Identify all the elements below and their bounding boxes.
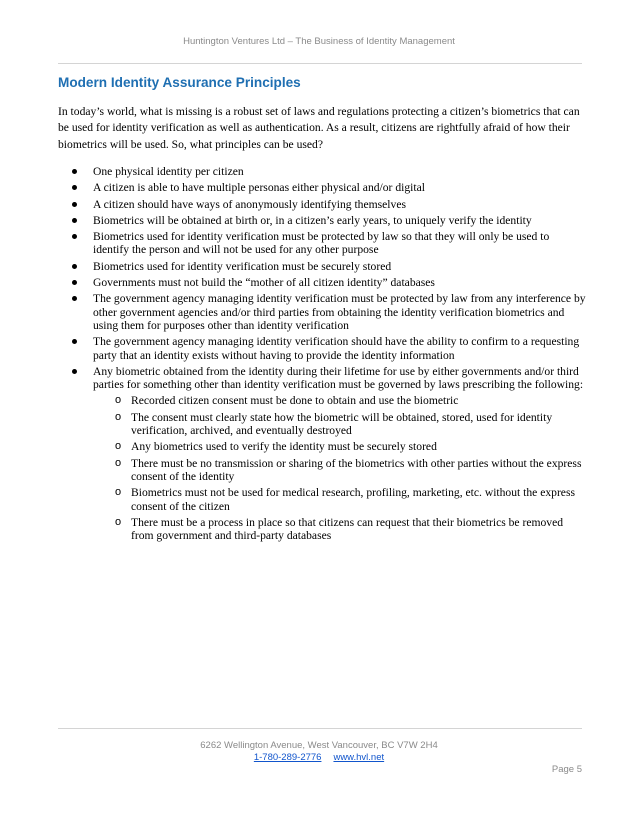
- list-item-text: Biometrics used for identity verification must be securely stored: [93, 259, 392, 273]
- page-number: Page 5: [551, 764, 582, 775]
- list-item-text: The government agency managing identity verification should have the ability to confirm to a requesting party that an identity exists without having to provide the identity information: [93, 335, 580, 362]
- sub-list-item: [93, 516, 588, 543]
- list-item-text: A citizen should have ways of anonymously identifying themselves: [93, 197, 406, 211]
- footer-contact: [0, 752, 638, 763]
- list-item-text: A citizen is able to have multiple personas either physical and/or digital: [93, 181, 425, 195]
- sub-list-item-text: There must be a process in place so that citizens can request that their biometrics be removed from government and third-party databases: [131, 515, 564, 543]
- running-header: Huntington Ventures Ltd – The Business of Identity Management: [183, 36, 455, 47]
- circle-bullet-icon: o: [115, 440, 122, 453]
- list-item-text: Biometrics will be obtained at birth or, in a citizen’s early years, to uniquely verify the identity: [93, 213, 532, 227]
- website-link[interactable]: www.hvl.net: [333, 752, 385, 763]
- footer-address: 6262 Wellington Avenue, West Vancouver, BC V7W 2H4: [200, 740, 438, 751]
- list-item: [58, 292, 588, 332]
- sub-list-item: [93, 394, 588, 407]
- list-item-text: Biometrics used for identity verification must be protected by law so that they will only be used to identify the person and will not be used for any other purpose: [93, 230, 550, 257]
- list-item: [58, 365, 588, 543]
- sub-list-item-text: The consent must clearly state how the biometric will be obtained, stored, used for identity verification, archived, and eventually destroyed: [131, 410, 553, 438]
- list-item: [58, 276, 588, 289]
- header-divider: [58, 63, 582, 64]
- sub-list-item: [93, 411, 588, 438]
- list-item-text: Governments must not build the “mother of all citizen identity” databases: [93, 276, 435, 290]
- section-title: Modern Identity Assurance Principles: [58, 75, 301, 90]
- circle-bullet-icon: o: [115, 456, 122, 469]
- list-item-text: Any biometric obtained from the identity during their lifetime for use by either governments and/or third parties for something other than identity verification must be governed by laws prescribing the following:: [93, 364, 584, 392]
- list-item-text: One physical identity per citizen: [93, 165, 244, 178]
- sub-list: [93, 394, 588, 542]
- list-item: [58, 230, 588, 257]
- list-item: [58, 260, 588, 273]
- sub-list-item-text: Any biometrics used to verify the identity must be securely stored: [131, 440, 437, 454]
- list-item: [58, 181, 588, 194]
- circle-bullet-icon: o: [115, 394, 122, 407]
- list-item-text: The government agency managing identity verification must be protected by law from any interference by other government agencies and/or third parties from obtaining the identity verification biometrics and using them for purposes other than identity verification: [93, 292, 586, 332]
- sub-list-item: [93, 440, 588, 453]
- footer-divider: [58, 728, 582, 729]
- sub-list-item-text: There must be no transmission or sharing of the biometrics with other parties without the express consent of the identity: [131, 456, 582, 483]
- list-item: [58, 335, 588, 362]
- list-item: [58, 214, 588, 227]
- principles-list: [58, 165, 588, 545]
- intro-paragraph: In today’s world, what is missing is a robust set of laws and regulations protecting a citizen’s biometrics that can be used for identity verification as well as authentication. As a result, citizens are rightfully afraid of how their biometrics will be used. So, what principles can be used?: [58, 105, 580, 151]
- list-item: [58, 198, 588, 211]
- list-item: [58, 165, 588, 178]
- sub-list-item: [93, 457, 588, 484]
- sub-list-item-text: Biometrics must not be used for medical research, profiling, marketing, etc. without the express consent of the citizen: [131, 486, 575, 513]
- sub-list-item: [93, 486, 588, 513]
- circle-bullet-icon: o: [115, 515, 122, 528]
- circle-bullet-icon: o: [115, 410, 122, 423]
- circle-bullet-icon: o: [115, 486, 122, 499]
- sub-list-item-text: Recorded citizen consent must be done to obtain and use the biometric: [131, 394, 459, 408]
- phone-link[interactable]: 1-780-289-2776: [253, 752, 322, 763]
